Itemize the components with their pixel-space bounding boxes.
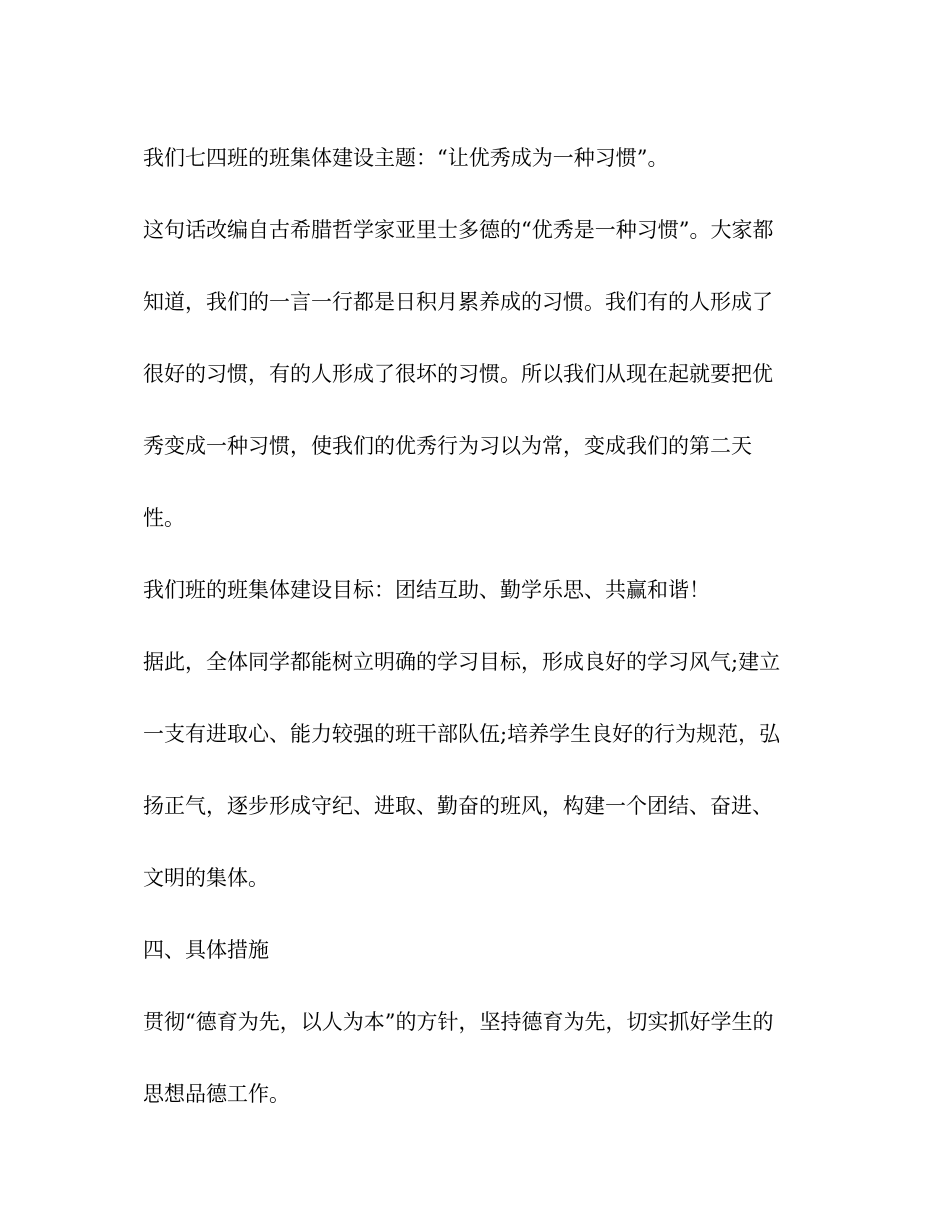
text-line: 扬正气，逐步形成守纪、进取、勤奋的班风，构建一个团结、奋进、 <box>143 794 773 818</box>
text-line: 这句话改编自古希腊哲学家亚里士多德的“优秀是一种习惯”。大家都 <box>143 218 774 242</box>
text-line: 我们班的班集体建设目标：团结互助、勤学乐思、共赢和谐！ <box>143 578 710 602</box>
section-heading-measures <box>143 914 813 986</box>
section-heading: 四、具体措施 <box>143 938 269 962</box>
document-body <box>143 122 813 1130</box>
text-line: 很好的习惯，有的人形成了很坏的习惯。所以我们从现在起就要把优 <box>143 362 773 386</box>
paragraph-moral-education <box>143 986 813 1130</box>
paragraph-goal <box>143 554 813 626</box>
text-line: 思想品德工作。 <box>143 1082 290 1106</box>
text-line: 性。 <box>143 506 185 530</box>
text-line: 秀变成一种习惯，使我们的优秀行为习以为常，变成我们的第二天 <box>143 434 752 458</box>
text-line: 我们七四班的班集体建设主题：“让优秀成为一种习惯”。 <box>143 146 669 170</box>
text-line: 据此，全体同学都能树立明确的学习目标，形成良好的学习风气;建立 <box>143 650 781 674</box>
text-line: 知道，我们的一言一行都是日积月累养成的习惯。我们有的人形成了 <box>143 290 773 314</box>
text-line: 贯彻“德育为先，以人为本”的方针，坚持德育为先，切实抓好学生的 <box>143 1010 774 1034</box>
paragraph-theme <box>143 122 813 194</box>
text-line: 一支有进取心、能力较强的班干部队伍;培养学生良好的行为规范，弘 <box>143 722 781 746</box>
paragraph-goal-details <box>143 626 813 914</box>
paragraph-theme-explanation <box>143 194 813 554</box>
text-line: 文明的集体。 <box>143 866 269 890</box>
